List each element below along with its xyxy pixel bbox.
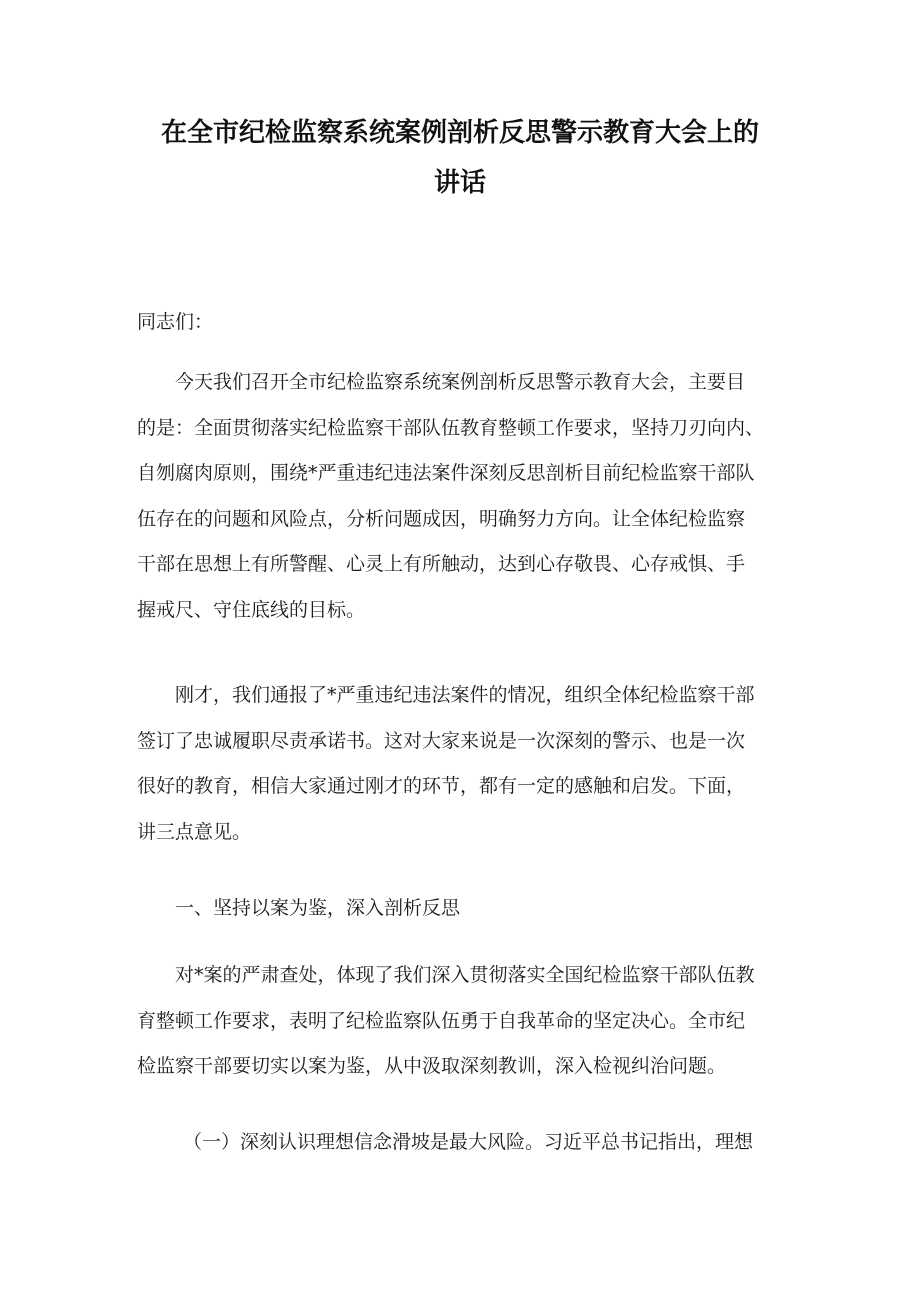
document-title (110, 108, 810, 208)
paragraph-line: 今天我们召开全市纪检监察系统案例剖析反思警示教育大会，主要目 (175, 371, 746, 393)
paragraph-section-intro (137, 953, 797, 1090)
paragraph-intro (137, 360, 797, 633)
paragraph-line: 握戒尺、守住底线的目标。 (137, 598, 366, 621)
salutation-text: 同志们： (137, 311, 214, 333)
paragraph-report (137, 673, 797, 855)
section-heading (137, 886, 797, 932)
paragraph-line: 的是：全面贯彻落实纪检监察干部队伍教育整顿工作要求，坚持刀刃向内、 (137, 416, 765, 439)
paragraph-line: 很好的教育，相信大家通过刚才的环节，都有一定的感触和启发。下面， (137, 775, 746, 797)
title-line: 在全市纪检监察系统案例剖析反思警示教育大会上的 (160, 118, 759, 148)
title-line: 讲话 (433, 168, 486, 198)
paragraph-line: 讲三点意见。 (137, 820, 252, 843)
paragraph-line: 育整顿工作要求，表明了纪检监察队伍勇于自我革命的坚定决心。全市纪 (137, 1009, 746, 1032)
salutation (137, 300, 797, 346)
section-heading-text: 一、坚持以案为鉴，深入剖析反思 (175, 897, 461, 919)
paragraph-line: 检监察干部要切实以案为鉴，从中汲取深刻教训，深入检视纠治问题。 (137, 1055, 727, 1077)
paragraph-line: 签订了忠诚履职尽责承诺书。这对大家来说是一次深刻的警示、也是一次 (137, 729, 746, 752)
paragraph-line: 伍存在的问题和风险点，分析问题成因，明确努力方向。让全体纪检监察 (137, 507, 746, 530)
paragraph-line: 干部在思想上有所警醒、心灵上有所触动，达到心存敬畏、心存戒惧、手 (137, 553, 746, 575)
paragraph-subsection (137, 1120, 797, 1166)
paragraph-line: 自刎腐肉原则，围绕*严重违纪违法案件深刻反思剖析目前纪检监察干部队 (137, 462, 755, 484)
paragraph-line: （一）深刻认识理想信念滑坡是最大风险。习近平总书记指出，理想 (183, 1131, 754, 1153)
paragraph-line: 刚才，我们通报了*严重违纪违法案件的情况，组织全体纪检监察干部 (175, 684, 755, 706)
paragraph-line: 对*案的严肃查处，体现了我们深入贯彻落实全国纪检监察干部队伍教 (175, 964, 755, 986)
